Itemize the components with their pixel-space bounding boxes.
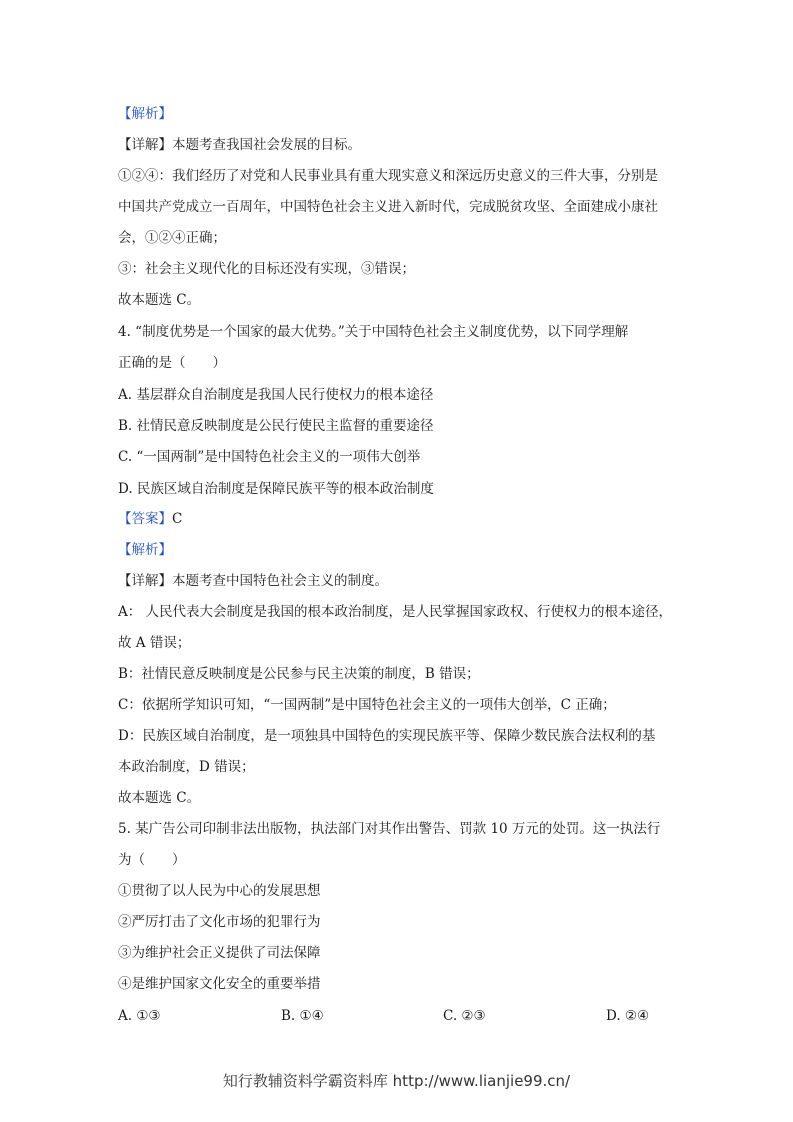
analysis-label: 【解析】 — [118, 542, 172, 558]
q3-analysis-line: 会，①②④正确； — [118, 230, 226, 246]
q5-statement-4: ④是维护国家文化安全的重要举措 — [118, 976, 321, 992]
q5-statement-1: ①贯彻了以人民为中心的发展思想 — [118, 883, 321, 899]
q4-option-c: C. “一国两制”是中国特色社会主义的一项伟大创举 — [118, 449, 421, 465]
q3-analysis-line: ①②④：我们经历了对党和人民事业具有重大现实意义和深远历史意义的三件大事，分别是 — [118, 168, 658, 184]
q4-analysis-line: B：社情民意反映制度是公民参与民主决策的制度，B 错误； — [118, 666, 480, 682]
q4-option-d: D. 民族区域自治制度是保障民族平等的根本政治制度 — [118, 481, 434, 497]
detail-text: 本题考查我国社会发展的目标。 — [172, 137, 361, 153]
q5-stem: 为（ ） — [118, 852, 186, 868]
q4-analysis-line: 故 A 错误； — [118, 635, 191, 651]
q4-analysis-line: 本政治制度，D 错误； — [118, 759, 255, 775]
q4-analysis-line: C：依据所学知识可知，“一国两制”是中国特色社会主义的一项伟大创举，C 正确； — [118, 697, 616, 713]
q4-answer-line — [118, 509, 678, 529]
q3-analysis-tag — [118, 104, 678, 124]
q4-stem: 4. “制度优势是一个国家的最大优势。”关于中国特色社会主义制度优势，以下同学理解 — [118, 324, 629, 340]
q4-detail-line — [118, 571, 678, 591]
q5-stem: 5. 某广告公司印制非法出版物，执法部门对其作出警告、罚款 10 万元的处罚。这一执法行 — [118, 821, 661, 837]
q4-analysis-tag — [118, 540, 678, 560]
q3-analysis-line: 中国共产党成立一百周年，中国特色社会主义进入新时代，完成脱贫攻坚、全面建成小康社 — [118, 199, 658, 215]
q3-analysis-line: ③：社会主义现代化的目标还没有实现，③错误； — [118, 261, 415, 277]
detail-text: 本题考查中国特色社会主义的制度。 — [172, 573, 388, 589]
q5-statement-2: ②严厉打击了文化市场的犯罪行为 — [118, 914, 321, 930]
q5-statement-3: ③为维护社会正义提供了司法保障 — [118, 945, 321, 961]
q4-conclusion: 故本题选 C。 — [118, 790, 201, 806]
q4-option-b: B. 社情民意反映制度是公民行使民主监督的重要途径 — [118, 418, 434, 434]
q4-stem: 正确的是（ ） — [118, 355, 226, 371]
q5-choice-a: A. ①③ — [118, 1008, 161, 1024]
analysis-label: 【解析】 — [118, 106, 172, 122]
q4-analysis-line: D：民族区域自治制度，是一项独具中国特色的实现民族平等、保障少数民族合法权利的基 — [118, 728, 656, 744]
q5-choice-c: C. ②③ — [443, 1008, 486, 1024]
q5-choice-b: B. ①④ — [281, 1008, 324, 1024]
q5-choice-d: D. ②④ — [606, 1008, 650, 1024]
detail-label: 【详解】 — [118, 573, 172, 589]
q3-detail-line — [118, 135, 678, 155]
q4-option-a: A. 基层群众自治制度是我国人民行使权力的根本途径 — [118, 387, 434, 403]
answer-label: 【答案】 — [118, 511, 172, 527]
q4-analysis-line: A： 人民代表大会制度是我国的根本政治制度，是人民掌握国家政权、行使权力的根本途径， — [118, 604, 673, 620]
detail-label: 【详解】 — [118, 137, 172, 153]
footer-watermark: 知行教辅资料学霸资料库 http://www.lianjie99.cn/ — [222, 1072, 571, 1090]
answer-value: C — [172, 511, 183, 527]
q3-conclusion: 故本题选 C。 — [118, 292, 201, 308]
